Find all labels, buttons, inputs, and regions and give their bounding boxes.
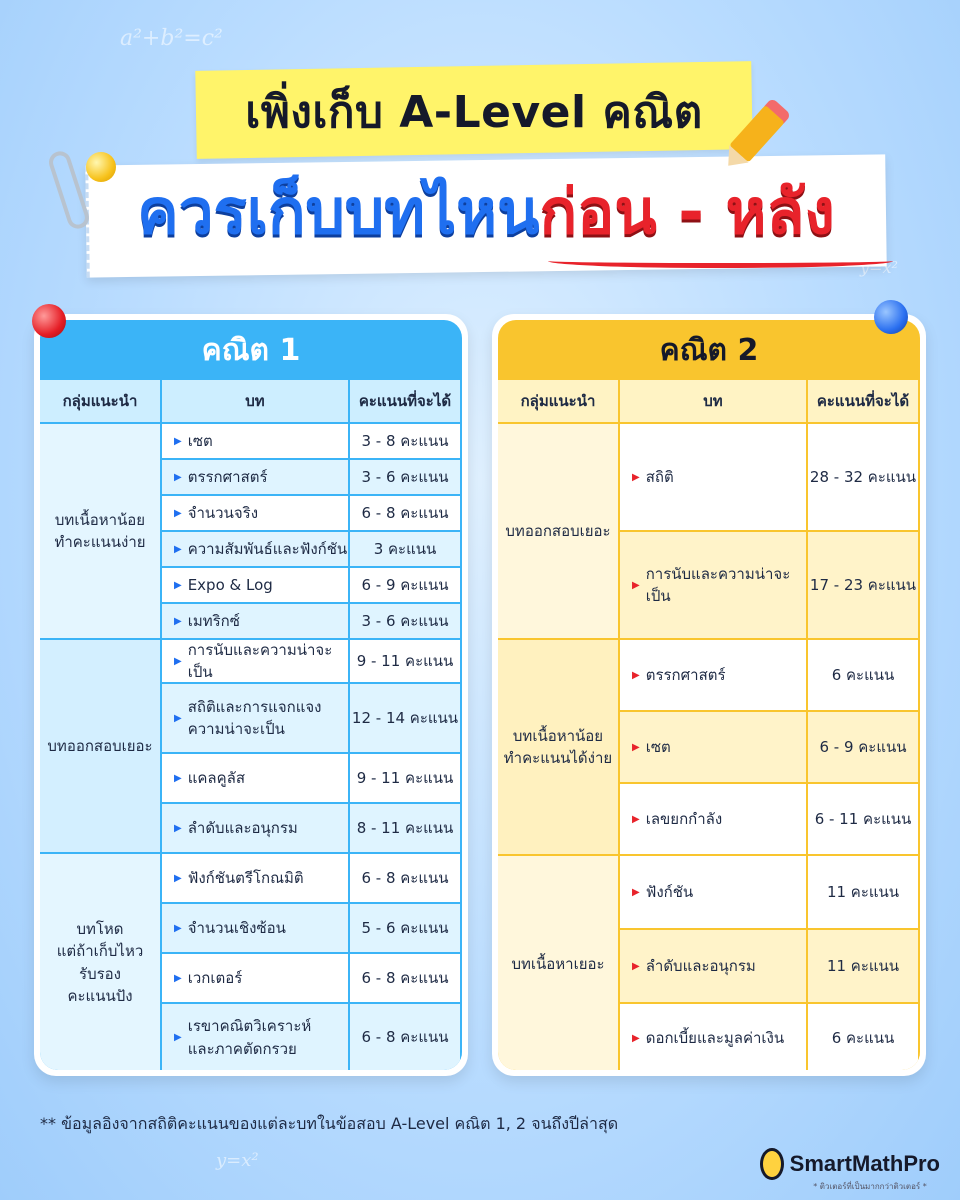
chapter-name: เมทริกซ์ — [187, 611, 240, 630]
chapter-name: สถิติ — [645, 467, 674, 486]
chapter-name: จำนวนจริง — [187, 503, 259, 522]
chapter-name: เลขยกกำลัง — [645, 809, 723, 828]
group-label — [40, 640, 162, 854]
formula-decoration-right: y=x² — [860, 258, 898, 277]
table-row-chapter — [162, 568, 350, 604]
brand-name: SmartMathPro — [789, 1151, 940, 1176]
group-label-text: บทเนื้อหาเยอะ — [511, 954, 605, 973]
bullet-icon: ▶ — [174, 507, 182, 519]
bullet-icon: ▶ — [632, 960, 640, 972]
table-row-score-text: 9 - 11 คะแนน — [356, 768, 454, 787]
table-row-chapter — [162, 532, 350, 568]
table-row-score — [808, 856, 920, 930]
header-chapter-text: บท — [703, 391, 723, 410]
table-row-score-text: 9 - 11 คะแนน — [356, 651, 454, 670]
chapter-name: เซต — [187, 431, 213, 450]
formula-decoration: a²+b²=c² — [120, 26, 223, 51]
title-blue-part: ควรเก็บบทไหน — [137, 175, 540, 248]
chapter-name: จำนวนเชิงซ้อน — [187, 918, 286, 937]
bullet-icon: ▶ — [174, 543, 182, 555]
table-row-score-text: 3 คะแนน — [373, 539, 437, 558]
chapter-name: เซต — [645, 737, 671, 756]
chapter-name: เรขาคณิตวิเคราะห์ และภาคตัดกรวย — [187, 1017, 312, 1058]
header-group — [498, 380, 620, 424]
bullet-icon: ▶ — [174, 972, 182, 984]
table-row-chapter — [162, 460, 350, 496]
table-row-score — [350, 424, 462, 460]
table-row-chapter — [162, 604, 350, 640]
group-label-text: บทเนื้อหาน้อย ทำคะแนนได้ง่าย — [503, 726, 613, 767]
table-row-chapter — [162, 684, 350, 754]
chapter-name: ความสัมพันธ์และฟังก์ชัน — [187, 539, 348, 558]
table-row-chapter — [620, 640, 808, 712]
table-row-chapter — [620, 856, 808, 930]
page-title-line2 — [86, 160, 886, 264]
chapter-name: Expo & Log — [187, 575, 273, 594]
chapter-name: การนับและความน่าจะเป็น — [645, 564, 791, 605]
table-row-score-text: 6 - 9 คะแนน — [819, 737, 907, 756]
bullet-icon: ▶ — [632, 813, 640, 825]
math1-card — [34, 314, 468, 1076]
table-row-chapter — [162, 804, 350, 854]
brand-tagline: * ติวเตอร์ที่เป็นมากกว่าติวเตอร์ * — [813, 1182, 927, 1191]
table-row-score — [350, 496, 462, 532]
table-row-score-text: 11 คะแนน — [826, 882, 900, 901]
table-row-score — [350, 460, 462, 496]
header-score-text: คะแนนที่จะได้ — [358, 391, 452, 410]
header-group-text: กลุ่มแนะนำ — [520, 391, 596, 410]
bullet-icon: ▶ — [632, 669, 640, 681]
table-row-score — [808, 784, 920, 856]
blue-pushpin-icon — [874, 300, 908, 334]
bullet-icon: ▶ — [174, 615, 182, 627]
table-row-chapter — [162, 424, 350, 460]
table-row-score-text: 17 - 23 คะแนน — [809, 575, 917, 594]
group-label-text: บทเนื้อหาน้อย ทำคะแนนง่าย — [54, 510, 146, 551]
table-row-chapter — [162, 496, 350, 532]
table-row-score — [350, 804, 462, 854]
chapter-name: ดอกเบี้ยและมูลค่าเงิน — [645, 1028, 785, 1047]
table-row-chapter — [620, 1004, 808, 1070]
table-row-score-text: 6 คะแนน — [831, 1028, 895, 1047]
chapter-name: สถิติและการแจกแจง ความน่าจะเป็น — [187, 697, 322, 738]
page-title-line1: เพิ่งเก็บ A-Level คณิต — [245, 87, 703, 138]
group-label-text: บทออกสอบเยอะ — [47, 736, 153, 755]
table-row-score — [350, 754, 462, 804]
table-row-score-text: 3 - 6 คะแนน — [361, 611, 449, 630]
chapter-name: แคลคูลัส — [187, 768, 245, 787]
title-underline — [548, 254, 893, 268]
table-row-score — [808, 712, 920, 784]
red-pushpin-icon — [32, 304, 66, 338]
header-score-text: คะแนนที่จะได้ — [816, 391, 910, 410]
owl-mascot-icon — [760, 1148, 784, 1180]
bullet-icon: ▶ — [174, 471, 182, 483]
header-chapter — [162, 380, 350, 424]
table-row-score — [350, 684, 462, 754]
table-row-score-text: 6 คะแนน — [831, 665, 895, 684]
group-label — [498, 424, 620, 640]
math1-table — [40, 380, 462, 1070]
table-row-score-text: 6 - 8 คะแนน — [361, 968, 449, 987]
header-chapter — [620, 380, 808, 424]
title-red-part: ก่อน - หลัง — [539, 175, 835, 248]
group-label — [498, 856, 620, 1070]
bullet-icon: ▶ — [174, 435, 182, 447]
table-row-score-text: 6 - 11 คะแนน — [814, 809, 912, 828]
table-row-score — [350, 568, 462, 604]
table-row-score — [808, 424, 920, 532]
table-row-chapter — [162, 954, 350, 1004]
group-label — [498, 640, 620, 856]
math1-title: คณิต 1 — [201, 332, 301, 368]
bullet-icon: ▶ — [174, 655, 182, 667]
table-row-chapter — [620, 712, 808, 784]
table-row-score — [350, 904, 462, 954]
table-row-score-text: 6 - 8 คะแนน — [361, 868, 449, 887]
table-row-score-text: 5 - 6 คะแนน — [361, 918, 449, 937]
chapter-name: ตรรกศาสตร์ — [645, 665, 726, 684]
bullet-icon: ▶ — [174, 579, 182, 591]
bullet-icon: ▶ — [632, 579, 640, 591]
yellow-pin-icon — [86, 152, 116, 182]
table-row-chapter — [620, 424, 808, 532]
table-row-score — [808, 532, 920, 640]
bullet-icon: ▶ — [174, 772, 182, 784]
footnote: ** ข้อมูลอิงจากสถิติคะแนนของแต่ละบทในข้อสอบ A-Level คณิต 1, 2 จนถึงปีล่าสุด — [40, 1114, 619, 1133]
table-row-score-text: 6 - 8 คะแนน — [361, 503, 449, 522]
table-row-chapter — [162, 904, 350, 954]
bullet-icon: ▶ — [174, 1032, 182, 1043]
table-row-score — [350, 604, 462, 640]
table-row-chapter — [620, 930, 808, 1004]
bullet-icon: ▶ — [632, 886, 640, 898]
table-row-score — [808, 1004, 920, 1070]
table-row-score-text: 12 - 14 คะแนน — [351, 708, 459, 727]
formula-decoration-bottom: y=x² — [216, 1150, 259, 1171]
chapter-name: เวกเตอร์ — [187, 968, 243, 987]
table-row-chapter — [162, 854, 350, 904]
chapter-name: ตรรกศาสตร์ — [187, 467, 268, 486]
math2-title: คณิต 2 — [659, 332, 759, 368]
table-row-score-text: 6 - 9 คะแนน — [361, 575, 449, 594]
chapter-name: ลำดับและอนุกรม — [645, 956, 756, 975]
table-row-score — [808, 930, 920, 1004]
table-row-score — [350, 532, 462, 568]
table-row-chapter — [162, 640, 350, 684]
table-row-score-text: 28 - 32 คะแนน — [809, 467, 917, 486]
header-score — [350, 380, 462, 424]
header-score — [808, 380, 920, 424]
table-row-score — [350, 854, 462, 904]
header-group — [40, 380, 162, 424]
table-row-score-text: 3 - 6 คะแนน — [361, 467, 449, 486]
table-row-chapter — [620, 532, 808, 640]
chapter-name: ฟังก์ชัน — [645, 882, 694, 901]
chapter-name: การนับและความน่าจะเป็น — [187, 640, 333, 681]
table-row-score — [350, 1004, 462, 1070]
chapter-name: ฟังก์ชันตรีโกณมิติ — [187, 868, 304, 887]
bullet-icon: ▶ — [174, 922, 182, 934]
table-row-score-text: 6 - 8 คะแนน — [361, 1028, 449, 1047]
group-label-text: บทออกสอบเยอะ — [505, 521, 611, 540]
table-row-score-text: 8 - 11 คะแนน — [356, 818, 454, 837]
bullet-icon: ▶ — [632, 1032, 640, 1044]
bullet-icon: ▶ — [174, 822, 182, 834]
chapter-name: ลำดับและอนุกรม — [187, 818, 298, 837]
bullet-icon: ▶ — [632, 741, 640, 753]
bullet-icon: ▶ — [632, 471, 640, 483]
table-row-score — [808, 640, 920, 712]
header-chapter-text: บท — [245, 391, 265, 410]
table-row-score-text: 11 คะแนน — [826, 956, 900, 975]
bullet-icon: ▶ — [174, 712, 182, 724]
group-label — [40, 424, 162, 640]
table-row-chapter — [162, 754, 350, 804]
table-row-score-text: 3 - 8 คะแนน — [361, 431, 449, 450]
bullet-icon: ▶ — [174, 872, 182, 884]
table-row-score — [350, 954, 462, 1004]
table-row-chapter — [620, 784, 808, 856]
group-label — [40, 854, 162, 1070]
math2-table — [498, 380, 920, 1070]
group-label-text: บทโหด แต่ถ้าเก็บไหว รับรอง คะแนนปัง — [56, 919, 144, 1005]
table-row-chapter — [162, 1004, 350, 1070]
math2-card — [492, 314, 926, 1076]
header-group-text: กลุ่มแนะนำ — [62, 391, 138, 410]
table-row-score — [350, 640, 462, 684]
